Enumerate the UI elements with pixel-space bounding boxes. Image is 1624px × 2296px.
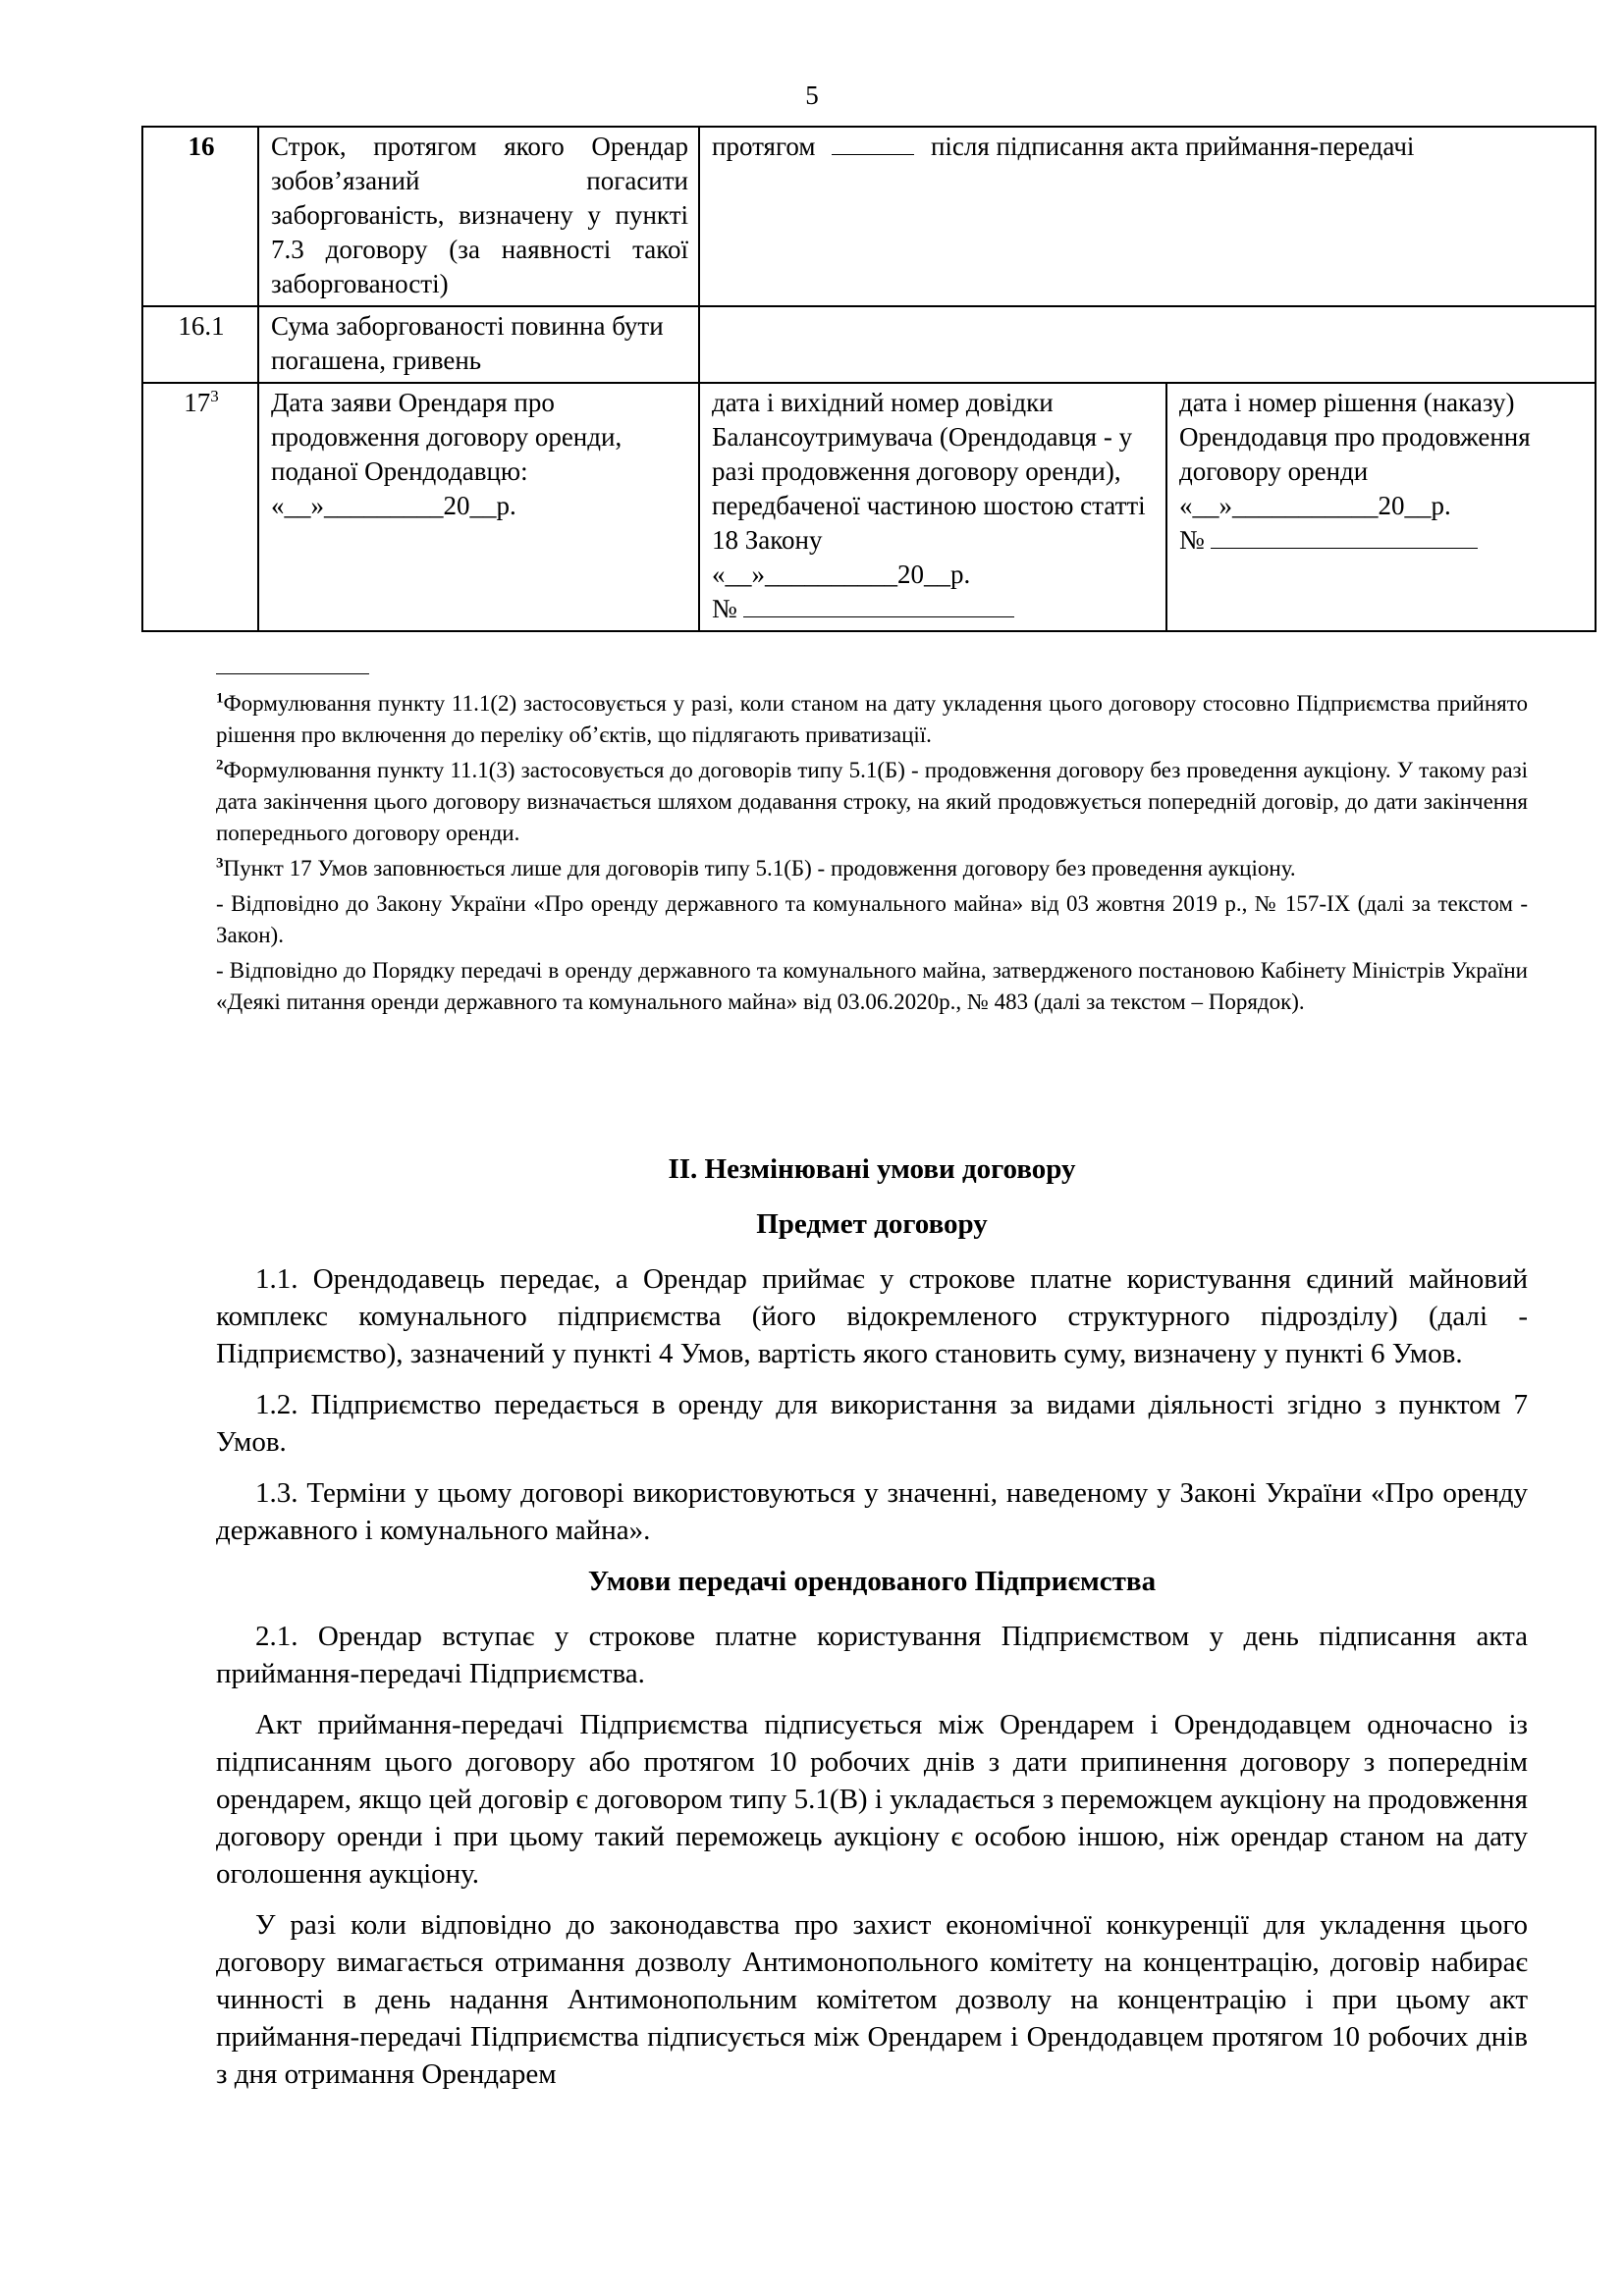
section-title: II. Незмінювані умови договору xyxy=(668,1153,1076,1185)
number-field: № xyxy=(1179,523,1585,558)
footnote-1: $^1$Формулювання пункту 11.1(2) застосовується у разі, коли станом на дату укладення цього договору стосовно Підприємства прийнято рішення про включення до переліку об’єктів, що підлягають приватизації. xyxy=(216,690,1528,747)
paragraph-1-2: 1.2. Підприємство передається в оренду для використання за видами діяльності згідно з пунктом 7 Умов. xyxy=(216,1389,1528,1458)
footnote-3: $^3$Пункт 17 Умов заповнюється лише для договорів типу 5.1(Б) - продовження договору без проведення аукціону. xyxy=(216,855,1296,881)
date-field: «__»_________20__р. xyxy=(271,491,516,520)
date-field: «__»__________20__р. xyxy=(712,560,971,589)
heading-transfer-conditions: Умови передачі орендованого Підприємства xyxy=(587,1566,1157,1597)
table-row-16 xyxy=(142,127,1596,306)
row-description: Дата заяви Орендаря про продовження договору оренди, поданої Орендодавцю: «__»_________20__р. xyxy=(258,383,699,631)
page-number: 5 xyxy=(805,80,819,110)
number-field: № xyxy=(712,592,1156,626)
row-number: 16 xyxy=(142,127,258,306)
footnote-law: - Відповідно до Закону України «Про оренду державного та комунального майна» від 03 жовтня 2019 р., № 157-IX (далі за текстом - Закон). xyxy=(216,891,1528,947)
date-field: «__»___________20__р. xyxy=(1179,491,1451,520)
table-row-16-1 xyxy=(142,306,1596,383)
footnote-procedure: - Відповідно до Порядку передачі в оренду державного та комунального майна, затвердженого постановою Кабінету Міністрів України «Деякі питання оренди державного та комунального майна» від 03.06.2020р., № 483 (далі за текстом – Порядок). xyxy=(216,958,1528,1014)
footnotes xyxy=(216,673,1528,1022)
heading-subject: Предмет договору xyxy=(756,1208,988,1240)
row-description: Строк, протягом якого Орендар зобов’язаний погасити заборгованість, визначену у пункті 7.3 договору (за наявності такої заборгованості) xyxy=(258,127,699,306)
footnote-divider xyxy=(216,673,369,674)
paragraph-2-2: Акт приймання-передачі Підприємства підписується між Орендарем і Орендодавцем одночасно із підписанням цього договору або протягом 10 робочих днів з дати припинення договору з попереднім орендарем, якщо цей договір є договором типу 5.1(В) і укладається з переможцем аукціону на продовження договору оренди і при цьому такий переможець аукціону є особою іншою, ніж орендар станом на дату оголошення аукціону. xyxy=(216,1709,1528,1890)
row-number: $17^3$ xyxy=(142,383,258,631)
terms-table xyxy=(141,126,1597,632)
certificate-cell: дата і вихідний номер довідки Балансоутримувача (Орендодавця - у разі продовження договору оренди), передбаченої частиною шостою статті 18 Закону «__»__________20__р. № xyxy=(699,383,1166,631)
paragraph-2-3: У разі коли відповідно до законодавства про захист економічної конкуренції для укладення цього договору вимагається отримання дозволу Антимонопольного комітету на концентрацію, договір набирає чинності в день надання Антимонопольним комітетом дозволу на концентрацію і при цьому акт приймання-передачі Підприємства підписується між Орендарем і Орендодавцем протягом 10 робочих днів з дня отримання Орендарем xyxy=(216,1909,1528,2090)
paragraph-1-1: 1.1. Орендодавець передає, а Орендар приймає у строкове платне користування єдиний майновий комплекс комунального підприємства (його відокремленого структурного підрозділу) (далі - Підприємство), зазначений у пункті 4 Умов, вартість якого становить суму, визначену у пункті 6 Умов. xyxy=(216,1263,1528,1369)
value-suffix: після підписання акта приймання-передачі xyxy=(930,132,1415,161)
blank-field xyxy=(832,131,914,155)
decision-cell: дата і номер рішення (наказу) Орендодавця про продовження договору оренди «__»___________20__р. № xyxy=(1166,383,1596,631)
section-content xyxy=(216,1150,1528,2107)
row-description: Сума заборгованості повинна бути погашена, гривень xyxy=(258,306,699,383)
footnote-mark: 3 xyxy=(210,387,219,405)
row-value xyxy=(699,127,1596,306)
row-value xyxy=(699,306,1596,383)
paragraph-2-1: 2.1. Орендар вступає у строкове платне користування Підприємством у день підписання акта приймання-передачі Підприємства. xyxy=(216,1621,1528,1689)
paragraph-1-3: 1.3. Терміни у цьому договорі використовуються у значенні, наведеному у Законі України «Про оренду державного і комунального майна». xyxy=(216,1477,1528,1546)
table-row-17 xyxy=(142,383,1596,631)
value-prefix: протягом xyxy=(712,132,816,161)
footnote-2: $^2$Формулювання пункту 11.1(3) застосовується до договорів типу 5.1(Б) - продовження договору без проведення аукціону. У такому разі дата закінчення цього договору визначається шляхом додавання строку, на який продовжується попередній договір, до дати закінчення попереднього договору оренди. xyxy=(216,757,1528,845)
row-number: 16.1 xyxy=(142,306,258,383)
